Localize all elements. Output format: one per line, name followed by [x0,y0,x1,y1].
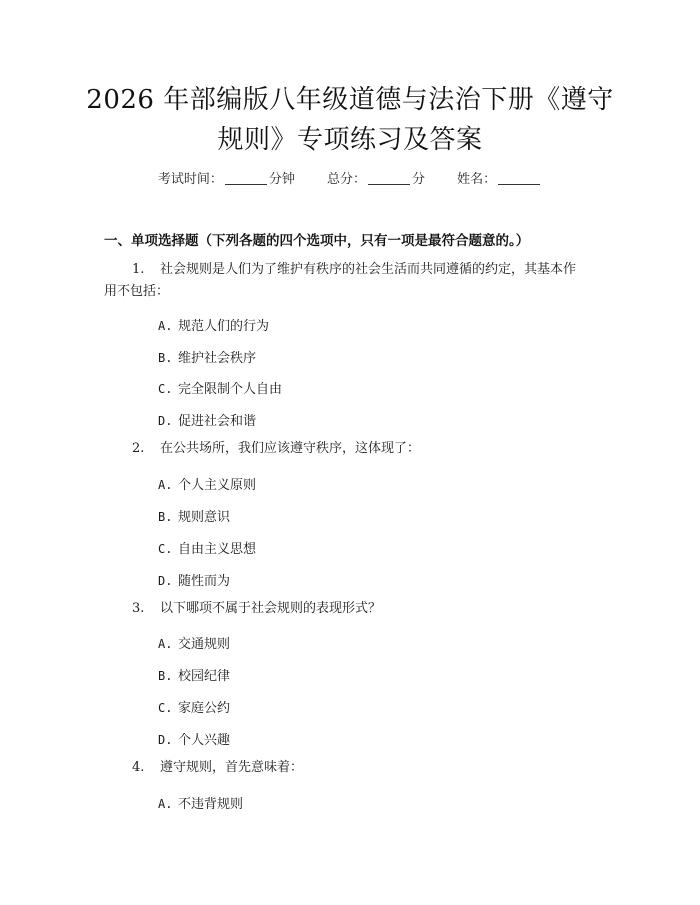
option-text: 不违背规则 [178,797,244,812]
total-score-label: 总分： [326,172,366,187]
exam-time-blank[interactable] [225,172,267,185]
option-text: 校园纪律 [178,669,231,684]
option-letter: C. [158,542,173,556]
question-3 [132,598,381,620]
option-3b[interactable] [158,665,230,684]
option-3d[interactable] [158,729,230,748]
option-letter: A. [158,797,173,811]
option-letter: D. [158,574,173,588]
option-text: 随性而为 [178,574,231,589]
question-number: 4. [132,760,145,775]
option-letter: A. [158,478,173,492]
option-2d[interactable] [158,570,230,589]
question-2 [132,438,420,460]
question-number: 3. [132,601,145,616]
question-1 [132,259,602,281]
option-text: 个人主义原则 [178,478,257,493]
question-text: 遵守规则，首先意味着： [160,760,304,775]
option-2c[interactable] [158,538,256,557]
exam-meta [0,168,700,187]
option-4a[interactable] [158,793,243,812]
section-heading: 一、单项选择题（下列各题的四个选项中，只有一项是最符合题意的。） [104,233,530,249]
student-name-blank[interactable] [498,172,540,185]
total-score-blank[interactable] [368,172,410,185]
question-text: 在公共场所，我们应该遵守秩序，这体现了： [160,441,421,456]
option-3a[interactable] [158,633,230,652]
option-text: 交通规则 [178,637,231,652]
question-number: 1. [132,262,145,277]
question-text: 社会规则是人们为了维护有秩序的社会生活而共同遵循的约定，其基本作 [160,262,577,277]
option-2a[interactable] [158,474,256,493]
title-line-1: 2026 年部编版八年级道德与法治下册《遵守 [86,85,614,115]
option-text: 维护社会秩序 [178,351,257,366]
option-text: 家庭公约 [178,701,231,716]
total-score-unit: 分 [412,172,426,187]
option-letter: B. [158,351,173,365]
title-line-2: 规则》专项练习及答案 [217,125,483,155]
option-text: 促进社会和谐 [178,414,257,429]
option-1c[interactable] [158,378,282,397]
option-3c[interactable] [158,697,230,716]
question-number: 2. [132,441,145,456]
question-1-continuation: 用不包括： [104,284,170,299]
option-text: 自由主义思想 [178,542,257,557]
option-letter: B. [158,510,173,524]
option-letter: D. [158,733,173,747]
option-letter: C. [158,382,173,396]
option-letter: D. [158,414,173,428]
question-4 [132,757,303,779]
option-2b[interactable] [158,506,230,525]
exam-time-unit: 分钟 [268,172,295,187]
option-text: 个人兴趣 [178,733,231,748]
exam-time [158,172,299,187]
student-name-label: 姓名： [457,172,497,187]
question-text: 以下哪项不属于社会规则的表现形式？ [160,601,382,616]
option-letter: A. [158,637,173,651]
option-1d[interactable] [158,410,256,429]
total-score [327,172,429,187]
option-1b[interactable] [158,347,256,366]
option-letter: A. [158,319,173,333]
option-text: 规范人们的行为 [178,319,270,334]
option-letter: C. [158,701,173,715]
option-text: 规则意识 [178,510,231,525]
student-name [457,172,542,187]
option-letter: B. [158,669,173,683]
exam-time-label: 考试时间： [157,172,223,187]
option-1a[interactable] [158,315,269,334]
document-title [60,80,640,160]
option-text: 完全限制个人自由 [178,382,283,397]
